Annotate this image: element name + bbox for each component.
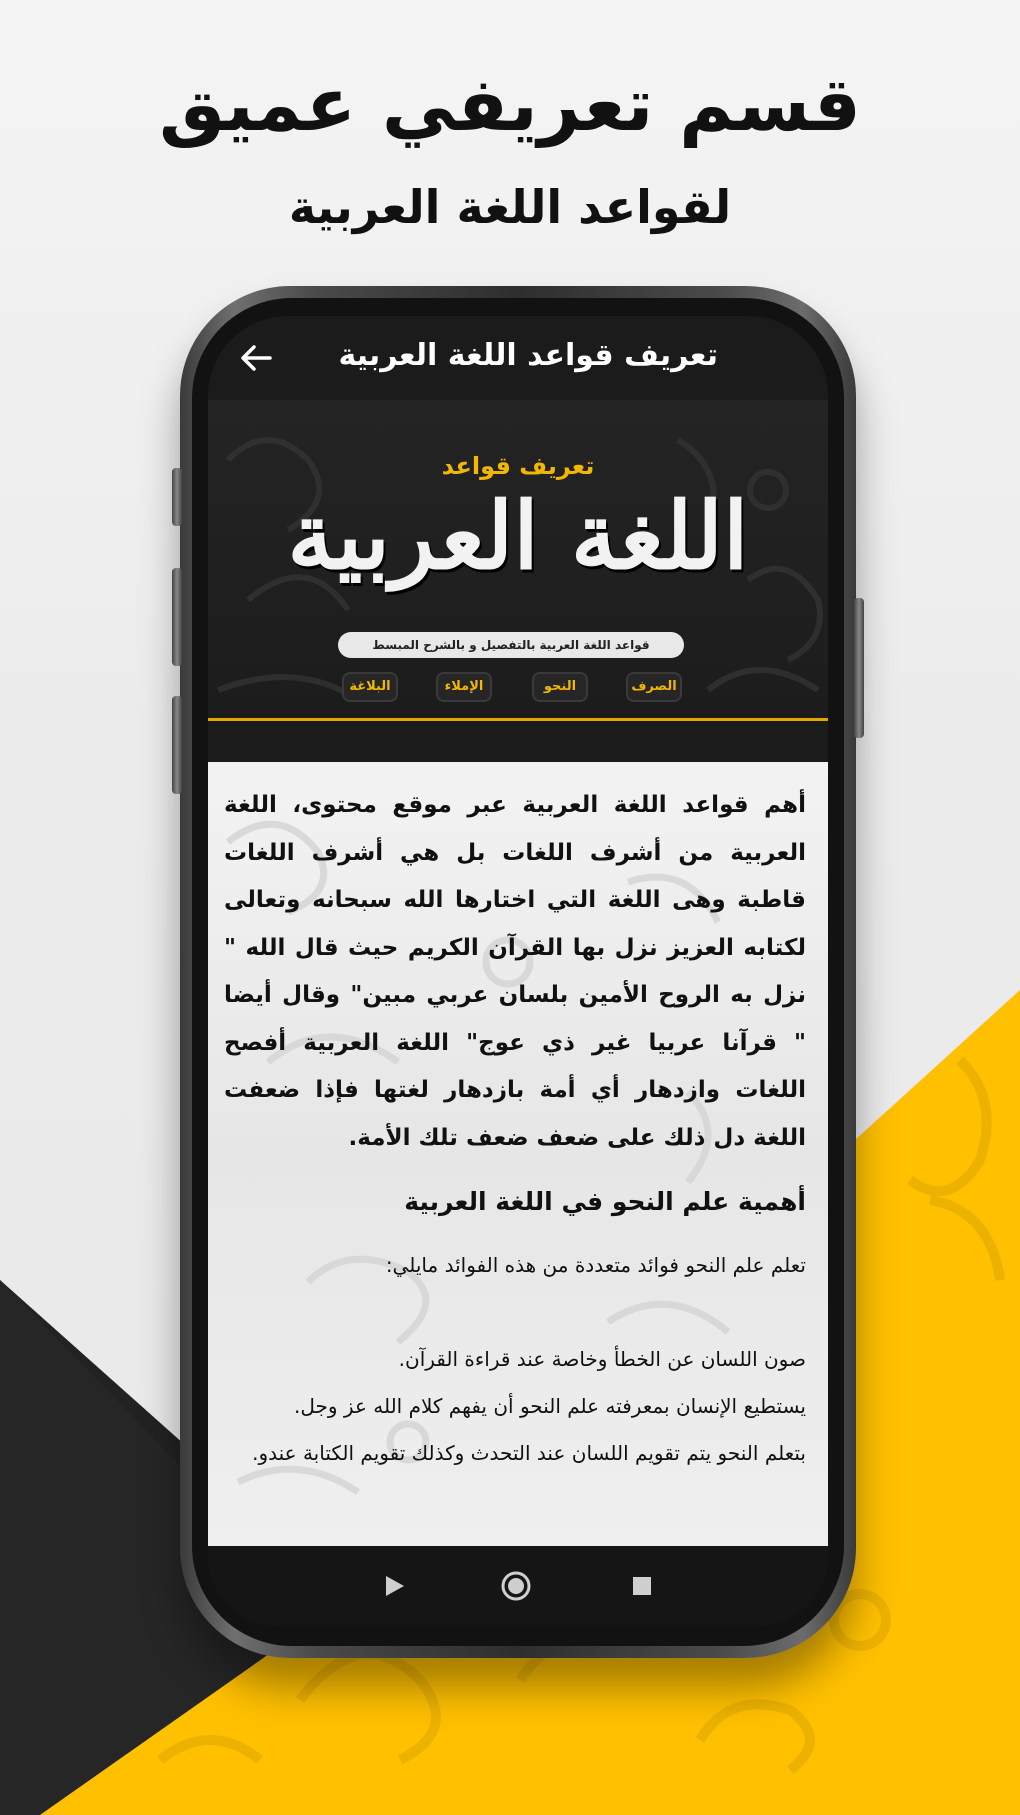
play-back-icon — [376, 1568, 412, 1604]
banner-divider — [208, 718, 828, 721]
section-paragraph: تعلم علم النحو فوائد متعددة من هذه الفوائد مايلي: — [385, 1253, 806, 1277]
banner-subtitle-pill: قواعد اللغة العربية بالتفصيل و بالشرح المبسط — [338, 632, 684, 658]
banner-tag-balagha: البلاغة — [342, 672, 398, 702]
banner-main-title: اللغة العربية — [287, 482, 749, 590]
phone-volume-up-button — [172, 568, 182, 666]
list-item: صون اللسان عن الخطأ وخاصة عند قراءة القرآن. — [398, 1347, 806, 1371]
phone-volume-down-button — [172, 696, 182, 794]
phone-screen — [208, 316, 828, 1626]
list-item: بتعلم النحو يتم تقويم اللسان عند التحدث وكذلك تقويم الكتابة عندو. — [252, 1441, 806, 1465]
app-bar — [208, 316, 828, 400]
phone-power-button — [854, 598, 864, 738]
section-heading: أهمية علم النحو في اللغة العربية — [404, 1187, 806, 1216]
app-bar-title: تعريف قواعد اللغة العربية — [338, 338, 718, 373]
recent-square-icon — [624, 1568, 660, 1604]
phone-mockup — [180, 286, 856, 1658]
home-circle-icon — [498, 1568, 534, 1604]
nav-recent-button[interactable] — [624, 1568, 660, 1604]
system-nav-bar — [208, 1546, 828, 1626]
spacer — [224, 1289, 806, 1336]
hero-banner — [208, 400, 828, 722]
arrow-left-icon — [240, 344, 272, 372]
phone-side-button — [172, 468, 182, 526]
banner-tag-sarf: الصرف — [626, 672, 682, 702]
back-button[interactable] — [226, 332, 286, 384]
banner-tag-imlaa: الإملاء — [436, 672, 492, 702]
banner-top-text: تعريف قواعد — [441, 452, 595, 480]
article-text — [224, 782, 806, 1477]
nav-back-button[interactable] — [376, 1568, 412, 1604]
intro-paragraph: أهم قواعد اللغة العربية عبر موقع محتوى، اللغة العربية من أشرف اللغات بل هي أشرف اللغات قاطبة وهى اللغة التي اختارها الله سبحانه وتعالى لكتابه العزيز نزل بها القرآن الكريم حيث قال الله " نزل به الروح الأمين بلسان عربي مبين" وقال أيضا " قرآنا عربيا غير ذي عوج" اللغة العربية أفصح اللغات وازدهار أي أمة بازدهار لغتها فإذا ضعفت اللغة دل ذلك على ضعف ضعف تلك الأمة. — [224, 792, 806, 1151]
nav-home-button[interactable] — [498, 1568, 534, 1604]
promo-title: قسم تعريفي عميق — [159, 62, 861, 148]
article-content[interactable] — [208, 762, 828, 1546]
banner-tag-nahw: النحو — [532, 672, 588, 702]
list-item: يستطيع الإنسان بمعرفته علم النحو أن يفهم كلام الله عز وجل. — [294, 1394, 806, 1418]
promo-subtitle: لقواعد اللغة العربية — [288, 180, 732, 234]
